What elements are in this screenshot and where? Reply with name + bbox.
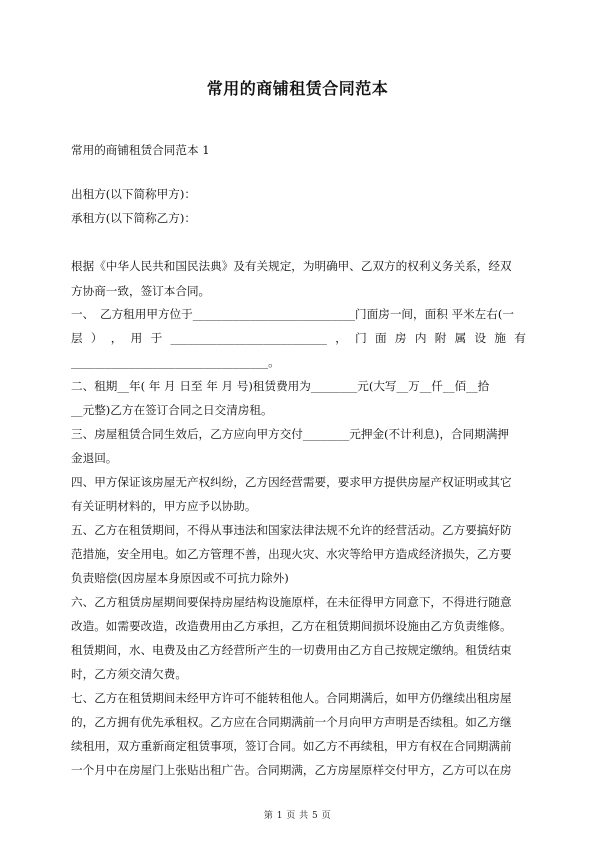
justified-token: ， — [335, 331, 347, 345]
justified-token: 内 — [414, 331, 427, 345]
justified-token: 房 — [394, 331, 407, 345]
body-line: 时，乙方须交清欠费。 — [71, 667, 187, 681]
body-line: __________________________________。 — [71, 355, 280, 369]
justified-token: ___________________________ — [170, 331, 327, 345]
justified-token: 属 — [454, 331, 467, 345]
justified-token: 门 — [355, 331, 367, 345]
body-line: 二、租期__年( 年 月 日至 年 月 号)租赁费用为________元(大写__万__仟__佰__拾 — [71, 379, 490, 393]
justified-token: ， — [110, 331, 123, 345]
document-title: 常用的商铺租赁合同范本 — [206, 79, 389, 98]
body-line: 金退回。 — [71, 451, 118, 465]
justified-token: 面 — [375, 331, 387, 345]
justified-token: 附 — [434, 331, 447, 345]
lessee-line: 承租方(以下简称乙方)： — [71, 211, 196, 225]
body-line: 改造。如需要改造，改造费用由乙方承担，乙方在租赁期间损坏设施由乙方负责维修。 — [71, 619, 512, 633]
justified-token: 用 — [130, 331, 143, 345]
justified-token: 有 — [514, 331, 526, 345]
document-subtitle: 常用的商铺租赁合同范本 1 — [71, 143, 210, 157]
body-line: 一、 乙方租用甲方位于____________________________门面房一间，面积 平米左右(一 — [71, 307, 514, 321]
body-line: 七、乙方在租赁期间未经甲方许可不能转租他人。合同期满后，如甲方仍继续出租房屋 — [71, 691, 512, 705]
body-line: 范措施，安全用电。如乙方管理不善，出现火灾、水灾等给甲方造成经济损失，乙方要 — [71, 547, 512, 561]
body-line: 三、房屋租赁合同生效后，乙方应向甲方交付________元押金(不计利息)，合同期满押 — [71, 427, 510, 441]
body-line: 四、甲方保证该房屋无产权纠纷，乙方因经营需要，要求甲方提供房屋产权证明或其它 — [71, 475, 512, 489]
body-line: 方协商一致，签订本合同。 — [71, 284, 211, 298]
body-line: 租赁期间，水、电费及由乙方经营所产生的一切费用由乙方自己按规定缴纳。租赁结束 — [71, 643, 512, 657]
justified-token: 施 — [494, 331, 506, 345]
body-line: 一个月中在房屋门上张贴出租广告。合同期满，乙方房屋原样交付甲方，乙方可以在房 — [71, 763, 512, 777]
justified-token: 于 — [150, 331, 163, 345]
body-line: 续租用，双方重新商定租赁事项，签订合同。如乙方不再续租，甲方有权在合同期满前 — [71, 739, 512, 753]
body-line: 的，乙方拥有优先承租权。乙方应在合同期满前一个月向甲方声明是否续租。如乙方继 — [71, 715, 512, 729]
justified-token: 层 — [71, 331, 83, 345]
body-line: 有关证明材料的，甲方应予以协助。 — [71, 499, 257, 513]
body-line: __元整)乙方在签订合同之日交清房租。 — [71, 403, 273, 417]
page-footer: 第 1 页 共 5 页 — [263, 811, 332, 821]
body-line: 负责赔偿(因房屋本身原因或不可抗力除外) — [71, 571, 289, 585]
lessor-line: 出租方(以下简称甲方)： — [71, 187, 196, 201]
justified-body-line — [71, 331, 526, 345]
justified-token: ） — [90, 331, 103, 345]
body-line: 根据《中华人民共和国民法典》及有关规定，为明确甲、乙双方的权利义务关系，经双 — [71, 259, 512, 273]
justified-token: 设 — [474, 331, 487, 345]
body-line: 六、乙方租赁房屋期间要保持房屋结构设施原样，在未征得甲方同意下，不得进行随意 — [71, 595, 512, 609]
body-line: 五、乙方在租赁期间，不得从事违法和国家法律法规不允许的经营活动。乙方要搞好防 — [71, 523, 512, 537]
